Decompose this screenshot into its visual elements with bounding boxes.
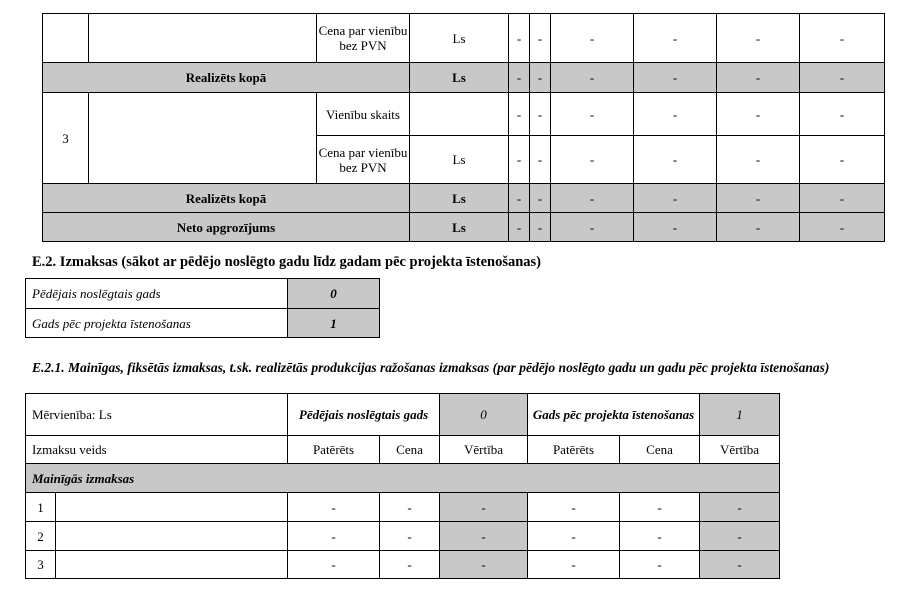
after-year-number: 1 [700, 394, 780, 436]
units-label: Vienību skaits [317, 93, 410, 136]
value-cell: - [509, 14, 530, 63]
value-cell: - [440, 493, 528, 522]
value-cell: - [717, 14, 800, 63]
section-e21-title: E.2.1. Mainīgas, fiksētās izmaksas, t.sk. realizētās produkcijas ražošanas izmaksas (par pēdējo noslēgto gadu un gadu pēc projekta īstenošanas) [32, 360, 830, 375]
value-cell: - [634, 213, 717, 242]
costs-table [25, 393, 780, 579]
currency-cell: Ls [410, 14, 509, 63]
col-price: Cena [620, 436, 700, 464]
unit-label: Mērvienība: Ls [26, 394, 288, 436]
value-cell: - [528, 551, 620, 579]
product-name-cell [89, 93, 317, 184]
value-cell: - [509, 184, 530, 213]
value-cell: - [620, 551, 700, 579]
col-consumed: Patērēts [528, 436, 620, 464]
value-cell: - [288, 522, 380, 551]
years-table [25, 278, 380, 338]
value-cell: - [509, 63, 530, 93]
unit-price-label: Cena par vienību bez PVN [317, 136, 410, 184]
total-label: Realizēts kopā [43, 63, 410, 93]
value-cell: - [700, 493, 780, 522]
last-year-number: 0 [440, 394, 528, 436]
value-cell: - [800, 213, 885, 242]
value-cell: - [551, 184, 634, 213]
cost-type-label: Izmaksu veids [26, 436, 288, 464]
value-cell: - [634, 14, 717, 63]
total-label: Realizēts kopā [43, 184, 410, 213]
value-cell: - [800, 93, 885, 136]
col-value: Vērtība [700, 436, 780, 464]
after-year-label: Gads pēc projekta īstenošanas [26, 309, 288, 338]
value-cell: - [800, 184, 885, 213]
value-cell: - [440, 551, 528, 579]
value-cell: - [530, 14, 551, 63]
value-cell: - [530, 136, 551, 184]
value-cell: - [800, 136, 885, 184]
value-cell: - [288, 493, 380, 522]
value-cell: - [717, 184, 800, 213]
value-cell: - [530, 93, 551, 136]
value-cell: - [380, 493, 440, 522]
section-e2-title: E.2. Izmaksas (sākot ar pēdējo noslēgto gadu līdz gadam pēc projekta īstenošanas) [32, 254, 542, 270]
revenue-table [42, 13, 885, 242]
value-cell: - [380, 551, 440, 579]
last-year-label: Pēdējais noslēgtais gads [26, 279, 288, 309]
value-cell: - [700, 551, 780, 579]
cost-name-cell [56, 551, 288, 579]
product-number-cell [43, 14, 89, 63]
cost-name-cell [56, 493, 288, 522]
value-cell: - [288, 551, 380, 579]
value-cell: - [700, 522, 780, 551]
table-row [26, 551, 780, 579]
value-cell: - [634, 63, 717, 93]
value-cell: - [717, 136, 800, 184]
col-value: Vērtība [440, 436, 528, 464]
value-cell: - [551, 136, 634, 184]
row-number: 3 [26, 551, 56, 579]
value-cell: - [620, 493, 700, 522]
table-row [26, 522, 780, 551]
after-year-value: 1 [288, 309, 380, 338]
value-cell: - [634, 93, 717, 136]
value-cell: - [717, 93, 800, 136]
row-number: 1 [26, 493, 56, 522]
value-cell: - [634, 136, 717, 184]
row-number: 2 [26, 522, 56, 551]
value-cell: - [634, 184, 717, 213]
currency-cell: Ls [410, 136, 509, 184]
value-cell: - [551, 93, 634, 136]
value-cell: - [717, 63, 800, 93]
col-price: Cena [380, 436, 440, 464]
after-year-header: Gads pēc projekta īstenošanas [528, 394, 700, 436]
value-cell: - [528, 522, 620, 551]
product-number-cell: 3 [43, 93, 89, 184]
value-cell: - [551, 213, 634, 242]
value-cell: - [800, 63, 885, 93]
value-cell: - [380, 522, 440, 551]
value-cell: - [528, 493, 620, 522]
value-cell: - [620, 522, 700, 551]
value-cell: - [440, 522, 528, 551]
value-cell: - [530, 213, 551, 242]
variable-costs-label: Mainīgās izmaksas [26, 464, 780, 493]
table-row [26, 493, 780, 522]
value-cell: - [551, 63, 634, 93]
last-year-value: 0 [288, 279, 380, 309]
currency-cell: Ls [410, 184, 509, 213]
col-consumed: Patērēts [288, 436, 380, 464]
currency-cell: Ls [410, 63, 509, 93]
cost-name-cell [56, 522, 288, 551]
currency-cell: Ls [410, 213, 509, 242]
value-cell: - [530, 184, 551, 213]
net-turnover-label: Neto apgrozījums [43, 213, 410, 242]
value-cell: - [509, 136, 530, 184]
last-year-header: Pēdējais noslēgtais gads [288, 394, 440, 436]
value-cell: - [717, 213, 800, 242]
value-cell: - [509, 213, 530, 242]
value-cell: - [800, 14, 885, 63]
product-name-cell [89, 14, 317, 63]
unit-cell [410, 93, 509, 136]
unit-price-label: Cena par vienību bez PVN [317, 14, 410, 63]
value-cell: - [530, 63, 551, 93]
value-cell: - [509, 93, 530, 136]
value-cell: - [551, 14, 634, 63]
